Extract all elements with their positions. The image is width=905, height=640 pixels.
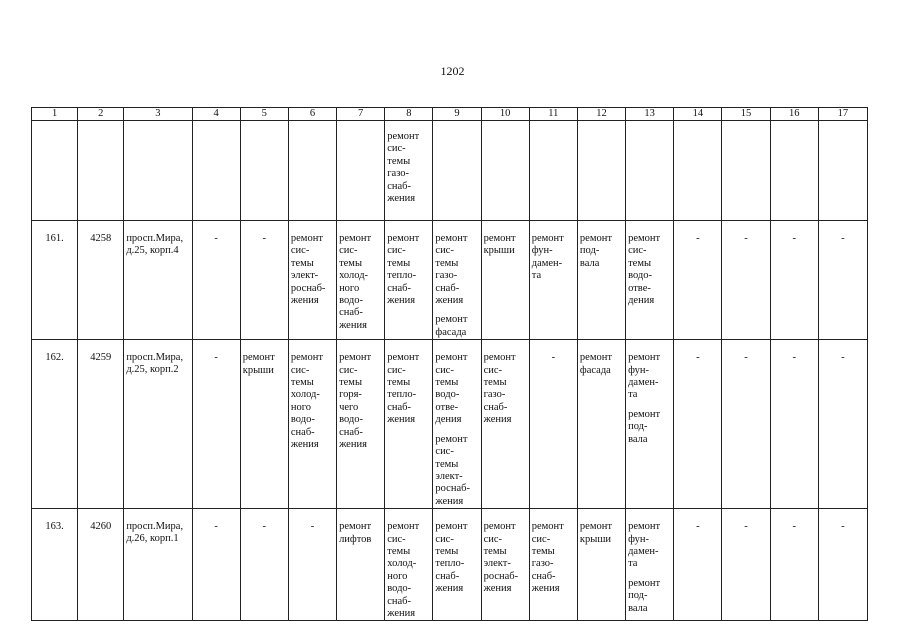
building-code: 4259: [78, 340, 124, 509]
cell-col-4: -: [192, 221, 240, 340]
repair-work-item: ремонт сис- темы элект- роснаб- жения: [290, 233, 326, 307]
column-number-11: 11: [529, 108, 577, 121]
repair-work-item: ремонт фун- дамен- та: [628, 521, 661, 570]
repair-work-item: ремонт сис- темы холод- ного водо- снаб- жения: [339, 233, 372, 331]
cell-col-16: -: [770, 221, 818, 340]
page-number: 1202: [440, 64, 465, 78]
cell-col-11: [529, 509, 577, 621]
repair-work-item: ремонт фасада: [579, 352, 612, 376]
repair-work-item: ремонт крыши: [483, 233, 516, 257]
column-number-5: 5: [240, 108, 288, 121]
empty-cell: [722, 121, 770, 221]
empty-cell: [481, 121, 529, 221]
column-number-row: [32, 108, 868, 121]
cell-col-9: [433, 509, 481, 621]
repair-schedule-table: [31, 107, 868, 621]
cell-col-4: -: [192, 509, 240, 621]
empty-cell: [124, 121, 192, 221]
cell-col-5: -: [240, 221, 288, 340]
repair-work-item: ремонт сис- темы холод- ного водо- снаб- жения: [290, 352, 323, 451]
cell-col-15: -: [722, 221, 770, 340]
empty-cell: [288, 121, 336, 221]
repair-work-item: ремонт сис- темы газо- снаб- жения: [483, 352, 516, 426]
repair-work-item: ремонт под- вала: [628, 577, 661, 614]
empty-cell: [626, 121, 674, 221]
cell-col-7: [337, 509, 385, 621]
repair-work-item: ремонт под- вала: [628, 408, 661, 445]
repair-work-item: ремонт сис- темы тепло- снаб- жения: [387, 352, 420, 426]
repair-work-item: ремонт лифтов: [339, 521, 372, 545]
empty-cell: [577, 121, 625, 221]
column-number-9: 9: [433, 108, 481, 121]
column-number-14: 14: [674, 108, 722, 121]
cell-col-7: [337, 340, 385, 509]
table-row: [32, 340, 868, 509]
cell-col-4: -: [192, 340, 240, 509]
column-number-1: 1: [32, 108, 78, 121]
row-number: 162.: [32, 340, 78, 509]
repair-work-item: ремонт сис- темы элект- роснаб- жения: [483, 521, 519, 595]
empty-cell: [337, 121, 385, 221]
repair-work-item: ремонт сис- темы газо- снаб- жения: [435, 233, 468, 307]
continuation-col-8: [385, 121, 433, 221]
cell-col-5: [240, 340, 288, 509]
building-code: 4260: [78, 509, 124, 621]
cell-col-9: [433, 221, 481, 340]
empty-cell: [529, 121, 577, 221]
empty-cell: [32, 121, 78, 221]
column-number-6: 6: [288, 108, 336, 121]
empty-cell: [433, 121, 481, 221]
cell-col-10: [481, 221, 529, 340]
column-number-16: 16: [770, 108, 818, 121]
empty-cell: [770, 121, 818, 221]
continuation-row: [32, 121, 868, 221]
empty-cell: [192, 121, 240, 221]
repair-work-item: ремонт сис- темы горя- чего водо- снаб- жения: [339, 352, 372, 451]
repair-work-item: ремонт крыши: [579, 521, 612, 545]
cell-col-6: -: [288, 509, 336, 621]
empty-cell: [818, 121, 867, 221]
cell-col-8: [385, 509, 433, 621]
column-number-17: 17: [818, 108, 867, 121]
row-number: 163.: [32, 509, 78, 621]
repair-work-item: ремонт сис- темы водо- отве- дения: [435, 352, 468, 426]
repair-work-item: ремонт фасада: [435, 314, 468, 338]
repair-work-item: ремонт под- вала: [579, 233, 612, 269]
building-address: просп.Мира, д.26, корп.1: [124, 509, 192, 621]
cell-col-13: [626, 221, 674, 340]
column-number-3: 3: [124, 108, 192, 121]
cell-col-12: [577, 509, 625, 621]
empty-cell: [674, 121, 722, 221]
table-row: [32, 221, 868, 340]
cell-col-16: -: [770, 509, 818, 621]
column-number-4: 4: [192, 108, 240, 121]
repair-work-item: ремонт фун- дамен- та: [531, 233, 564, 282]
cell-col-16: -: [770, 340, 818, 509]
repair-work-item: ремонт крыши: [242, 352, 275, 376]
building-code: 4258: [78, 221, 124, 340]
column-number-8: 8: [385, 108, 433, 121]
cell-col-14: -: [674, 509, 722, 621]
column-number-7: 7: [337, 108, 385, 121]
cell-col-11: -: [529, 340, 577, 509]
cell-col-12: [577, 221, 625, 340]
cell-col-14: -: [674, 221, 722, 340]
column-number-2: 2: [78, 108, 124, 121]
cell-col-7: [337, 221, 385, 340]
cell-col-10: [481, 509, 529, 621]
cell-col-13: [626, 340, 674, 509]
cell-col-15: -: [722, 509, 770, 621]
repair-work-item: ремонт сис- темы холод- ного водо- снаб- жения: [387, 521, 420, 619]
table-row: [32, 509, 868, 621]
row-number: 161.: [32, 221, 78, 340]
cell-col-11: [529, 221, 577, 340]
building-address: просп.Мира, д.25, корп.4: [124, 221, 192, 340]
cell-col-17: -: [818, 340, 867, 509]
cell-col-5: -: [240, 509, 288, 621]
empty-cell: [240, 121, 288, 221]
cell-col-12: [577, 340, 625, 509]
cell-col-8: [385, 221, 433, 340]
cell-col-6: [288, 221, 336, 340]
column-number-10: 10: [481, 108, 529, 121]
column-number-12: 12: [577, 108, 625, 121]
building-address: просп.Мира, д.25, корп.2: [124, 340, 192, 509]
repair-work-item: ремонт сис- темы элект- роснаб- жения: [435, 433, 470, 507]
cell-col-14: -: [674, 340, 722, 509]
column-number-15: 15: [722, 108, 770, 121]
repair-work-item: ремонт сис- темы тепло- снаб- жения: [435, 521, 468, 595]
repair-work-item: ремонт фун- дамен- та: [628, 352, 661, 401]
cell-col-17: -: [818, 221, 867, 340]
repair-work-item: ремонт сис- темы тепло- снаб- жения: [387, 233, 420, 307]
cell-col-10: [481, 340, 529, 509]
cell-col-15: -: [722, 340, 770, 509]
cell-col-8: [385, 340, 433, 509]
column-number-13: 13: [626, 108, 674, 121]
cell-col-6: [288, 340, 336, 509]
cell-col-17: -: [818, 509, 867, 621]
cell-col-13: [626, 509, 674, 621]
repair-work-item: ремонт сис- темы газо- снаб- жения: [387, 131, 420, 205]
empty-cell: [78, 121, 124, 221]
repair-work-item: ремонт сис- темы водо- отве- дения: [628, 233, 661, 307]
repair-work-item: ремонт сис- темы газо- снаб- жения: [531, 521, 564, 595]
cell-col-9: [433, 340, 481, 509]
